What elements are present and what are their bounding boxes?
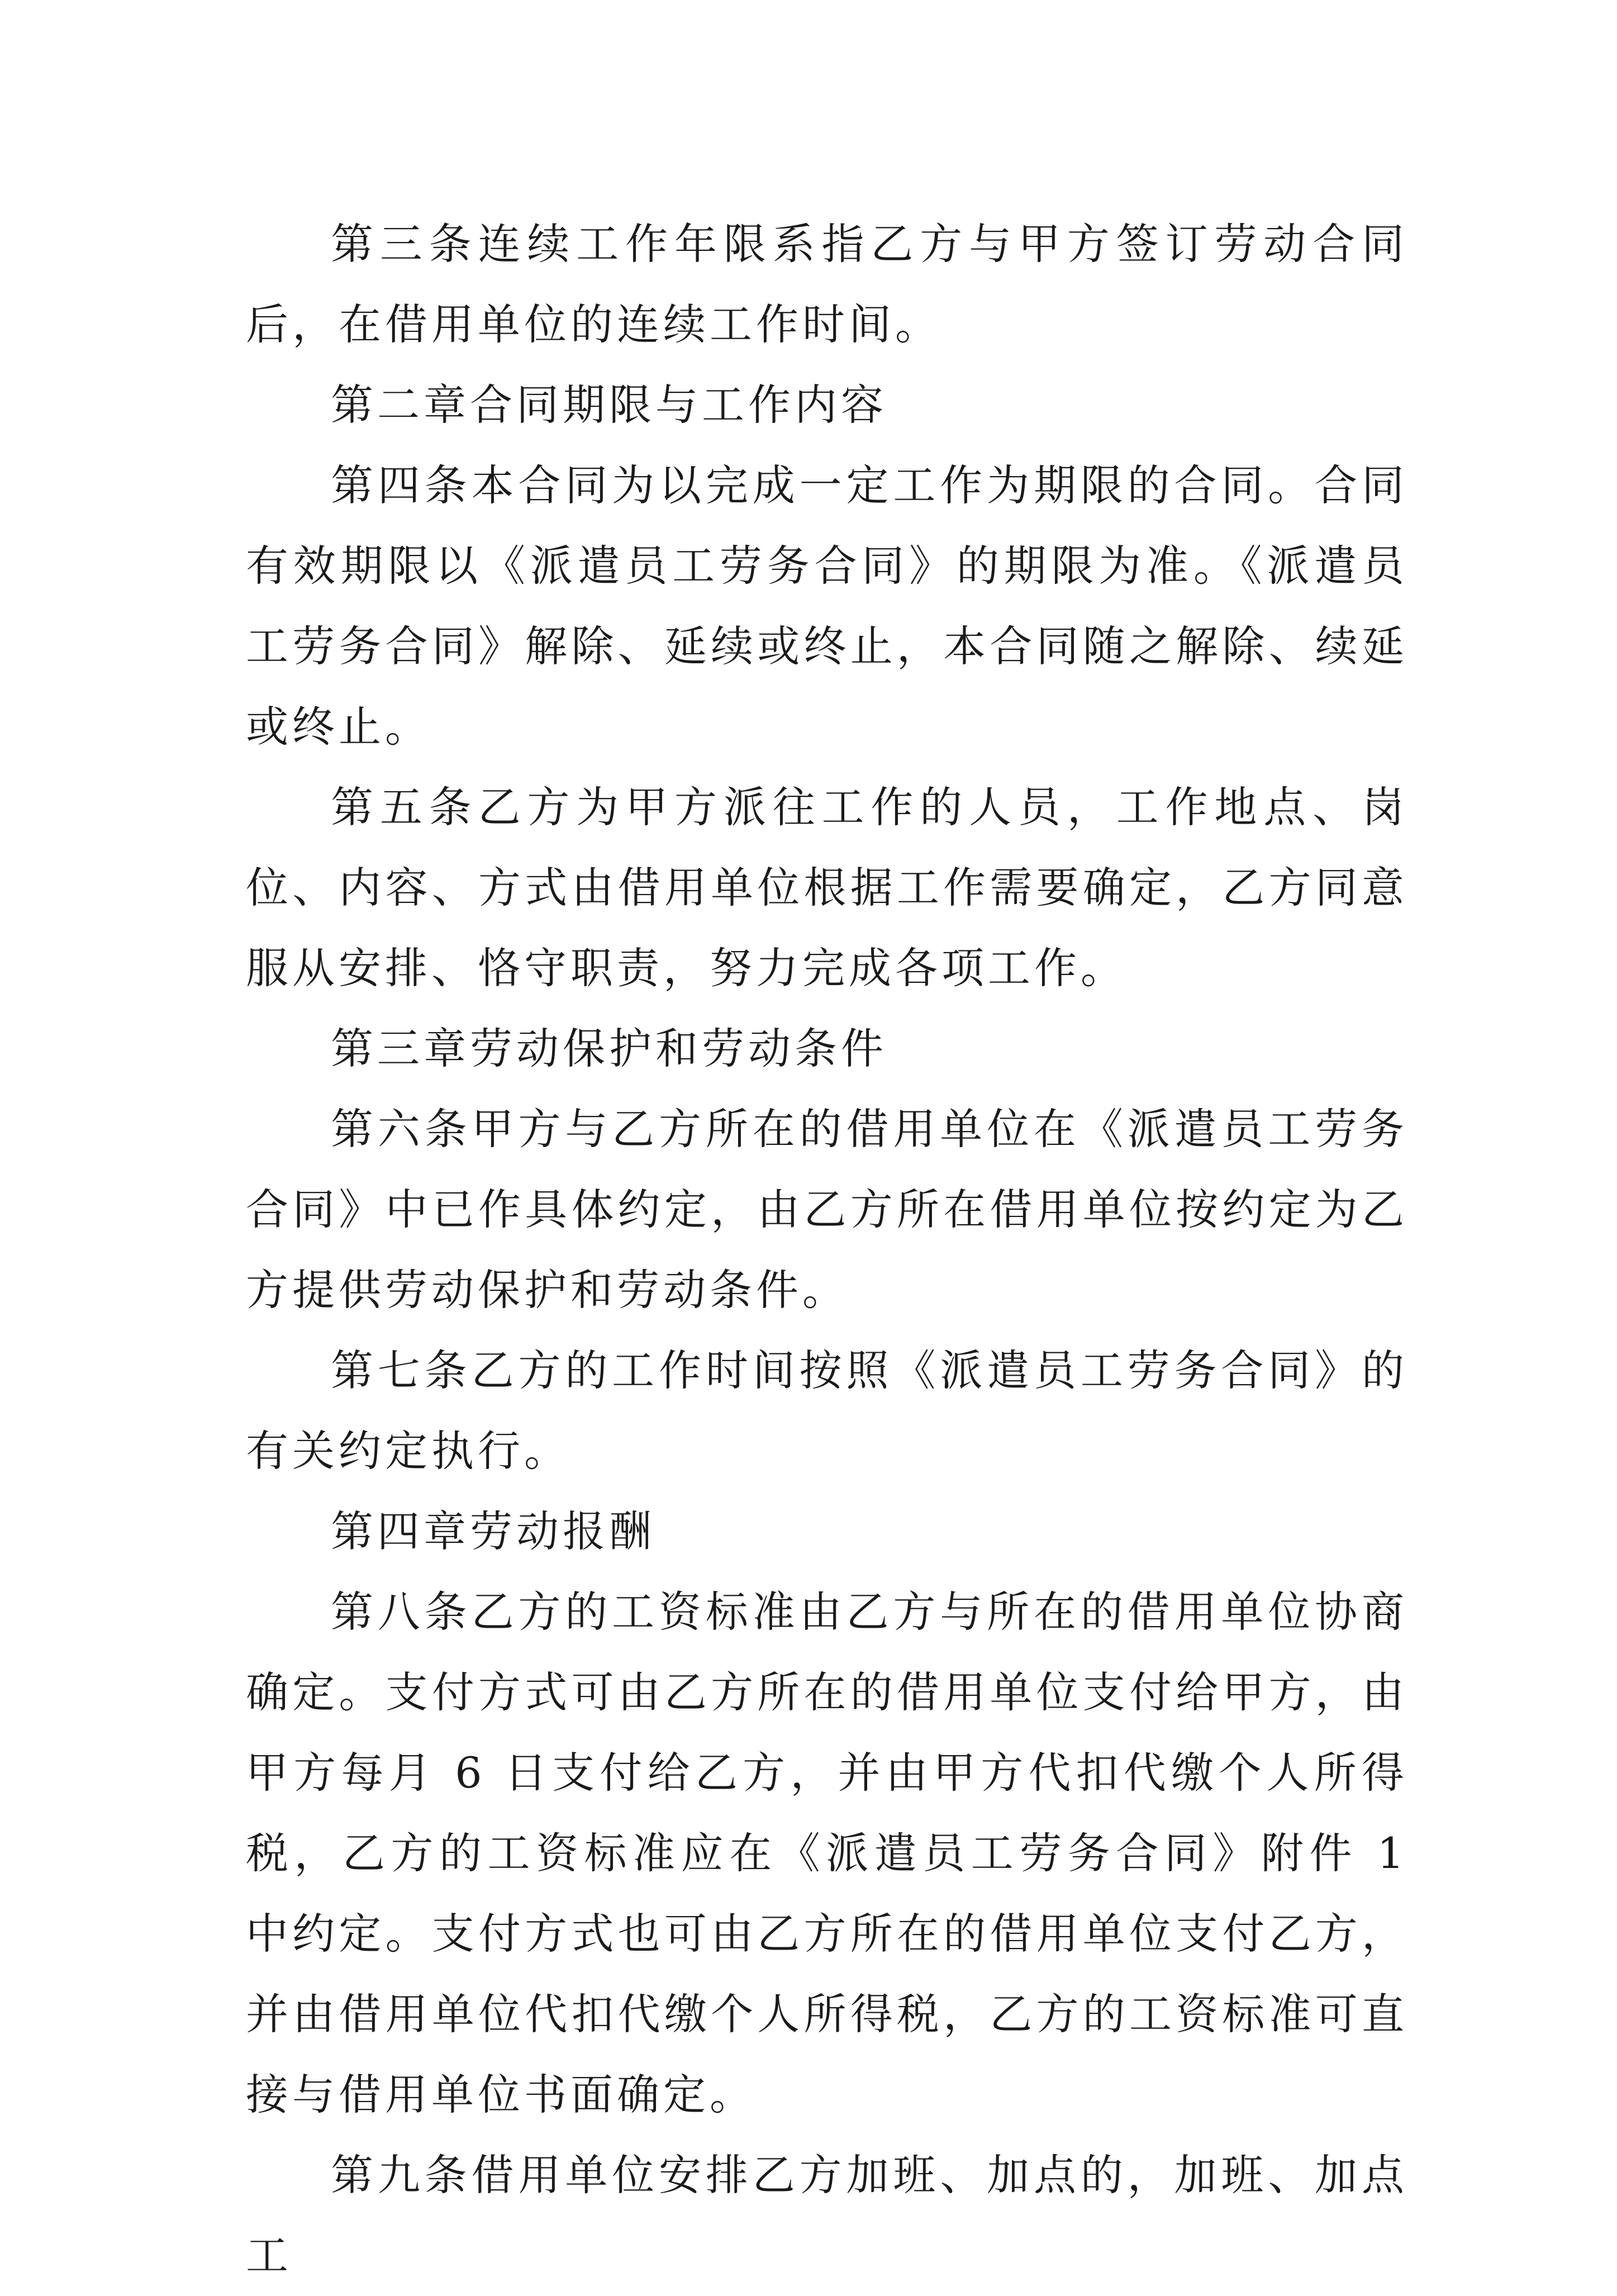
article-3-paragraph: 第三条连续工作年限系指乙方与甲方签订劳动合同后，在借用单位的连续工作时间。 xyxy=(246,219,1408,349)
article-4-paragraph: 第四条本合同为以完成一定工作为期限的合同。合同有效期限以《派遣员工劳务合同》的期限为准。《派遣员工劳务合同》解除、延续或终止，本合同随之解除、续延或终止。 xyxy=(246,460,1408,752)
document-body xyxy=(246,204,1408,2296)
article-8-paragraph: 第八条乙方的工资标准由乙方与所在的借用单位协商确定。支付方式可由乙方所在的借用单位支付给甲方，由甲方每月 6 日支付给乙方，并由甲方代扣代缴个人所得税，乙方的工资标准应在《派遣员工劳务合同》附件 1 中约定。支付方式也可由乙方所在的借用单位支付乙方，并由借用单位代扣代缴个人所得税，乙方的工资标准可直接与借用单位书面确定。 xyxy=(246,1587,1408,2119)
article-7-paragraph: 第七条乙方的工作时间按照《派遣员工劳务合同》的有关约定执行。 xyxy=(246,1346,1408,1476)
chapter-4-heading: 第四章劳动报酬 xyxy=(331,1506,655,1556)
article-9-paragraph: 第九条借用单位安排乙方加班、加点的，加班、加点工 xyxy=(246,2150,1408,2280)
chapter-3-heading: 第三章劳动保护和劳动条件 xyxy=(331,1024,887,1073)
article-6-paragraph: 第六条甲方与乙方所在的借用单位在《派遣员工劳务合同》中已作具体约定，由乙方所在借用单位按约定为乙方提供劳动保护和劳动条件。 xyxy=(246,1104,1408,1315)
chapter-2-heading: 第二章合同期限与工作内容 xyxy=(331,380,887,430)
article-5-paragraph: 第五条乙方为甲方派往工作的人员，工作地点、岗位、内容、方式由借用单位根据工作需要确定，乙方同意服从安排、恪守职责，努力完成各项工作。 xyxy=(246,782,1408,993)
